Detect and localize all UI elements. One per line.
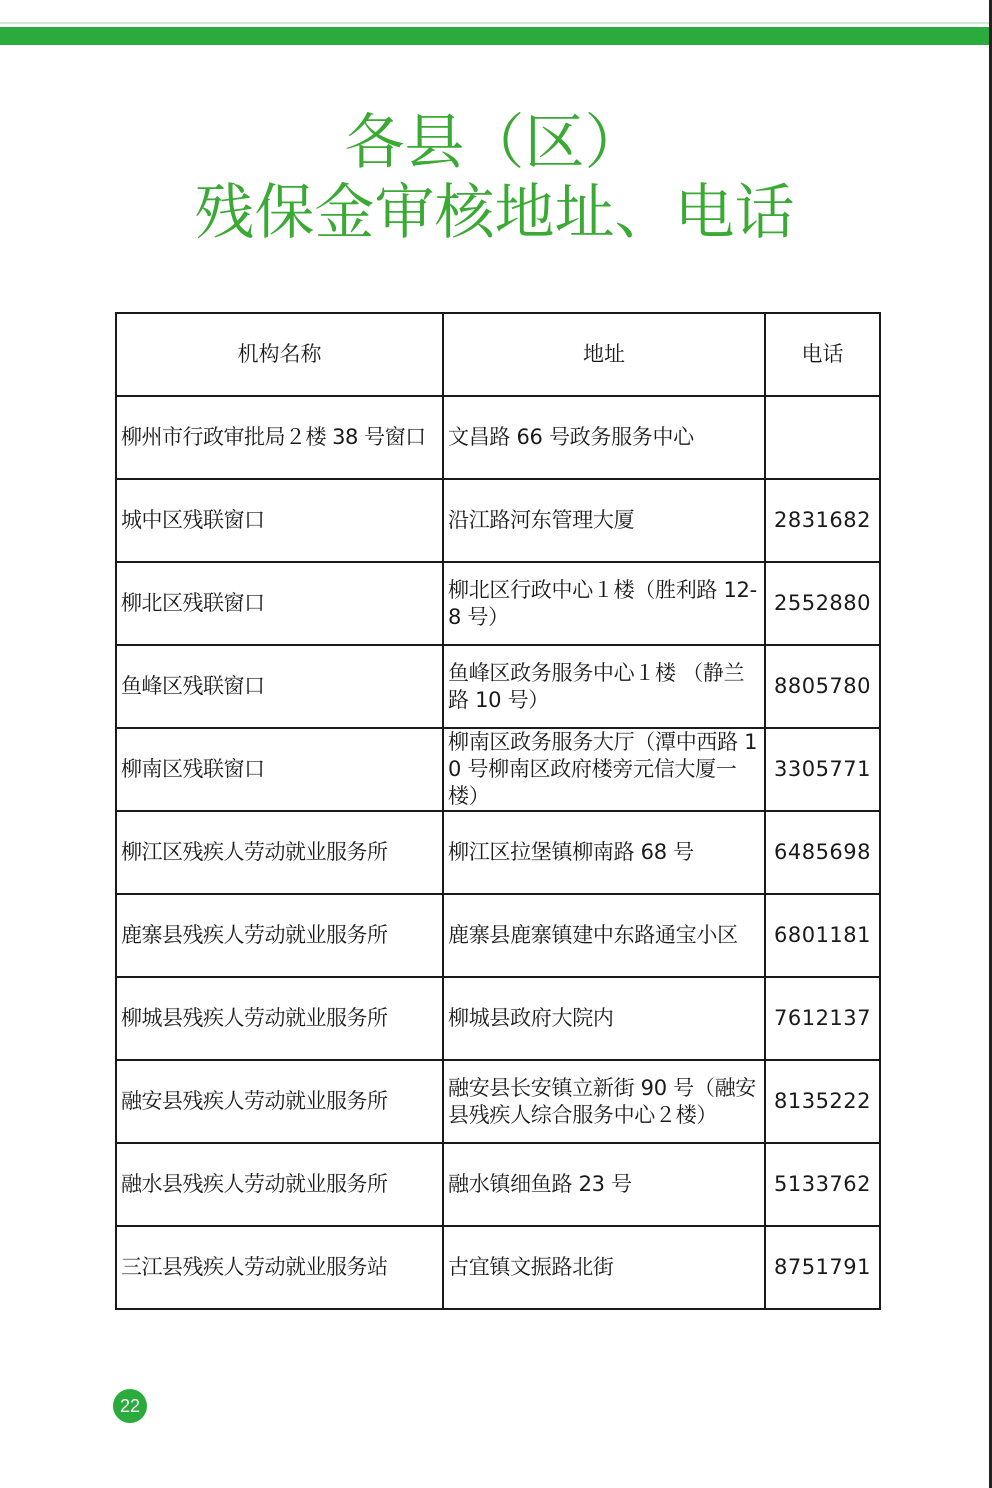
address-cell: 融安县长安镇立新街 90 号（融安县残疾人综合服务中心２楼） [443,1060,765,1143]
phone-cell: 6485698 [765,811,880,894]
table-row [116,479,880,562]
address-cell: 柳江区拉堡镇柳南路 68 号 [443,811,765,894]
phone-cell: 7612137 [765,977,880,1060]
org-cell: 柳州市行政审批局２楼 38 号窗口 [116,396,443,479]
table-row [116,811,880,894]
table-row [116,645,880,728]
org-cell: 三江县残疾人劳动就业服务站 [116,1226,443,1309]
phone-cell: 2552880 [765,562,880,645]
table-row [116,1060,880,1143]
phone-cell: 2831682 [765,479,880,562]
table-header-row [116,313,880,396]
phone-cell [765,396,880,479]
address-cell: 古宜镇文振路北街 [443,1226,765,1309]
org-cell: 鱼峰区残联窗口 [116,645,443,728]
table-row [116,396,880,479]
header-org: 机构名称 [116,313,443,396]
address-cell: 柳北区行政中心１楼（胜利路 12- 8 号） [443,562,765,645]
header-address: 地址 [443,313,765,396]
org-cell: 柳城县残疾人劳动就业服务所 [116,977,443,1060]
table-row [116,977,880,1060]
address-cell: 鱼峰区政务服务中心１楼 （静兰路 10 号） [443,645,765,728]
table-row [116,562,880,645]
address-cell: 沿江路河东管理大厦 [443,479,765,562]
table-row [116,1143,880,1226]
phone-cell: 3305771 [765,728,880,811]
table-row [116,728,880,811]
phone-cell: 8135222 [765,1060,880,1143]
top-thin-rule [0,22,989,24]
address-cell: 柳南区政务服务大厅（潭中西路 10 号柳南区政府楼旁元信大厦一楼） [443,728,765,811]
org-cell: 城中区残联窗口 [116,479,443,562]
page-title [0,108,989,248]
phone-cell: 6801181 [765,894,880,977]
org-cell: 融水县残疾人劳动就业服务所 [116,1143,443,1226]
title-line-1: 各县（区） [344,108,645,178]
table-row [116,894,880,977]
top-green-bar [0,27,989,45]
table-row [116,1226,880,1309]
phone-cell: 8751791 [765,1226,880,1309]
org-cell: 柳北区残联窗口 [116,562,443,645]
header-phone: 电话 [765,313,880,396]
org-cell: 鹿寨县残疾人劳动就业服务所 [116,894,443,977]
org-cell: 融安县残疾人劳动就业服务所 [116,1060,443,1143]
address-cell: 柳城县政府大院内 [443,977,765,1060]
address-cell: 融水镇细鱼路 23 号 [443,1143,765,1226]
org-cell: 柳南区残联窗口 [116,728,443,811]
title-line-2: 残保金审核地址、电话 [194,178,795,248]
address-cell: 文昌路 66 号政务服务中心 [443,396,765,479]
phone-cell: 5133762 [765,1143,880,1226]
page-number-badge: 22 [113,1389,147,1423]
org-cell: 柳江区残疾人劳动就业服务所 [116,811,443,894]
office-table [115,312,881,1310]
phone-cell: 8805780 [765,645,880,728]
address-cell: 鹿寨县鹿寨镇建中东路通宝小区 [443,894,765,977]
